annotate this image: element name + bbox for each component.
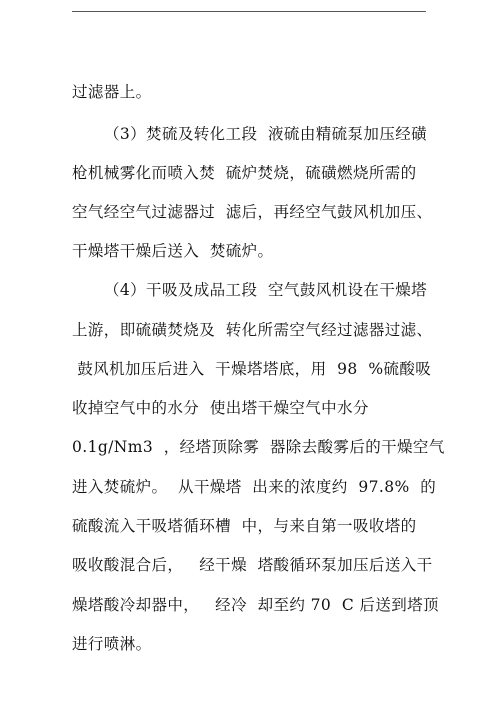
text-line-6: （4）干吸及成品工段 空气鼓风机设在干燥塔 xyxy=(104,281,428,299)
header-rule xyxy=(72,11,426,12)
text-line-2: （3）焚硫及转化工段 液硫由精硫泵加压经磺 xyxy=(104,125,428,143)
text-line-11: 进入焚硫炉。 从干燥塔 出来的浓度约 97.8% 的 xyxy=(72,478,437,496)
text-line-5: 干燥塔干燥后送入 焚硫炉。 xyxy=(72,242,274,260)
text-line-9: 收掉空气中的水分 使出塔干燥空气中水分 xyxy=(72,399,369,417)
text-line-3: 枪机械雾化而喷入焚 硫炉焚烧，硫磺燃烧所需的 xyxy=(72,164,417,182)
text-line-13: 吸收酸混合后， 经干燥 塔酸循环泵加压后送入干 xyxy=(72,556,433,574)
text-line-8: 鼓风机加压后进入 干燥塔塔底，用 98 %硫酸吸 xyxy=(72,360,432,378)
text-line-1: 过滤器上。 xyxy=(72,83,152,101)
text-line-15: 进行喷淋。 xyxy=(72,635,152,653)
text-line-10: 0.1g/Nm3 ，经塔顶除雾 器除去酸雾后的干燥空气 xyxy=(72,438,445,456)
text-line-12: 硫酸流入干吸塔循环槽 中，与来自第一吸收塔的 xyxy=(72,517,417,535)
text-line-7: 上游，即硫磺焚烧及 转化所需空气经过滤器过滤、 xyxy=(72,321,433,339)
text-line-14: 燥塔酸冷却器中， 经冷 却至约 70 C 后送到塔顶 xyxy=(72,596,439,614)
text-line-4: 空气经空气过滤器过 滤后，再经空气鼓风机加压、 xyxy=(72,203,433,221)
